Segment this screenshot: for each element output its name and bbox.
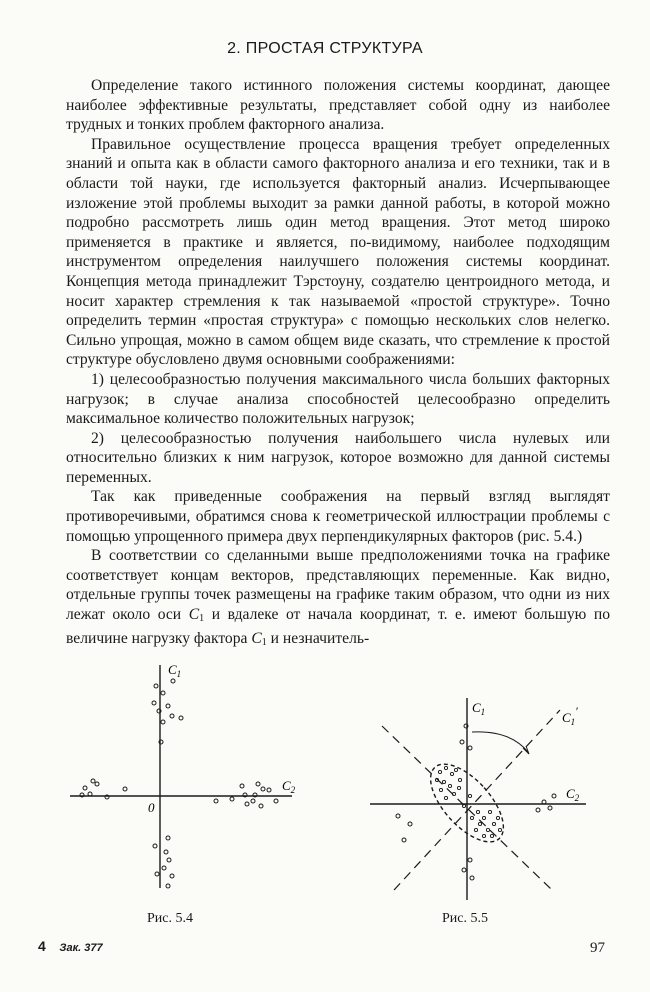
c1-subscript: 1 — [261, 636, 267, 648]
figure-5-5 — [360, 690, 610, 910]
fig54-origin-label: 0 — [148, 800, 155, 815]
paragraph-points-part3: и незначитель- — [266, 629, 370, 647]
data-points — [80, 679, 278, 888]
figure-5-4-caption: Рис. 5.4 — [147, 911, 193, 926]
fig54-c1-label: $C_1$ — [168, 662, 182, 679]
fig55-c1-label: $C_1$ — [472, 700, 486, 717]
sheet-number: 4 — [38, 938, 46, 954]
figure-5-4 — [60, 660, 320, 900]
fig55-c2-label: $C_2$ — [566, 786, 580, 803]
paragraph-points-part1: В соответствии со сделанными выше предположениями точка на графике соответствует концам векторов, представляющих переменные. Как видно, отдельные группы точек размещены на графике таким образом, что одни из них лежат около оси — [66, 547, 610, 624]
rotated-axis-c1 — [394, 710, 560, 890]
fig54-c2-label: $C_2$ — [282, 778, 296, 795]
paragraph-item-1: 1) целесообразностью получения максимального числа больших факторных нагрузок; в случае анализа способностей целесообразно определить максимальное количество положительных нагрузок; — [66, 370, 610, 428]
body-text — [66, 76, 610, 652]
paragraph-intro: Определение такого истинного положения системы координат, дающее наиболее эффективные результаты, представляет собой одну из наиболее трудных и тонких проблем факторного анализа. — [66, 77, 610, 134]
rotation-arc — [472, 732, 528, 752]
paragraph-points — [66, 546, 610, 652]
paragraph-points-part2: и вдалеке от начала координат, т. е. имеют большую по величине нагрузку фактора — [66, 606, 610, 647]
footer-signature — [38, 938, 103, 954]
c1-subscript: 1 — [199, 613, 205, 625]
section-heading: 2. ПРОСТАЯ СТРУКТУРА — [227, 40, 423, 57]
order-number: Зак. 377 — [59, 942, 103, 954]
outer-points — [396, 724, 556, 880]
cluster-points — [435, 766, 501, 837]
c1-symbol: C — [251, 629, 262, 647]
paragraph-item-2: 2) целесообразностью получения наибольшего числа нулевых или относительно близких к ним нагрузок, которое возможно для данной системы переменных. — [66, 429, 610, 486]
page-number: 97 — [590, 940, 605, 956]
paragraph-rotation: Правильное осуществление процесса вращения требует определенных знаний и опыта как в области самого факторного анализа и его техники, так и в области той науки, где используется факторный анализ. Исчерпывающее изложение этой проблемы выходит за рамки данной работы, в которой можно подробно рассмотреть лишь один метод вращения. Этот метод широко применяется в практике и является, по-видимому, наиболее подходящим инструментом определения наилучшего положения системы координат. Концепция метода принадлежит Тэрстоуну, создателю центроидного метода, и носит характер стремления к так называемой «простой структуре». Точно определить термин «простая структура» с помощью нескольких слов нелегко. Сильно упрощая, можно в самом общем виде сказать, что стремление к простой структуре обусловлено двумя основными соображениями: — [66, 135, 610, 369]
figure-5-5-caption: Рис. 5.5 — [442, 911, 488, 926]
paragraph-geometry: Так как приведенные соображения на первый взгляд выглядят противоречивыми, обратимся снова к геометрической иллюстрации проблемы с помощью упрощенного примера двух перпендикулярных факторов (рис. 5.4.) — [66, 488, 610, 545]
fig55-c1-rotated-label: $C_1'$ — [562, 704, 578, 727]
c1-symbol: C — [188, 606, 200, 624]
